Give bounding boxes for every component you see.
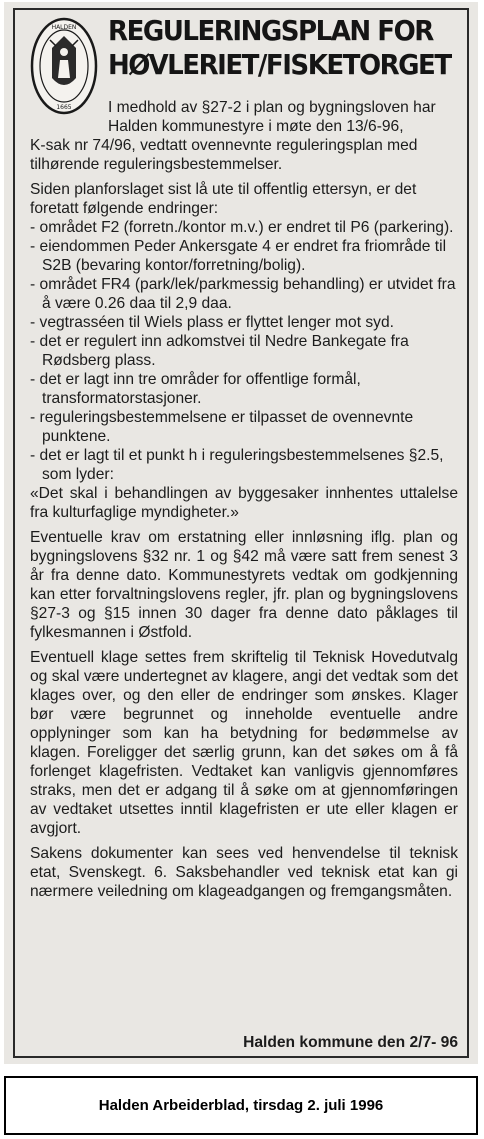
list-item: - reguleringsbestemmelsene er tilpasset de ovennevnte punktene.	[30, 409, 414, 445]
intro-line-2: Halden kommunestyre i møte den 13/6-96,	[108, 118, 404, 135]
source-caption: Halden Arbeiderblad, tirsdag 2. juli 1996	[4, 1076, 478, 1135]
newspaper-clipping	[4, 2, 478, 1064]
compensation-paragraph: Eventuelle krav om erstatning eller innløsning iflg. plan og bygningslovens §32 nr. 1 og §42 må være satt frem senest 3 år fra denne dato. Kommunestyrets vedtak om godkjenning kan etter forvaltningslovens regler, jfr. plan og bygningslovens §27-3 og §15 innen 30 dager fra denne dato påklages til fylkesmannen i Østfold.	[30, 529, 458, 641]
list-item: - det er lagt inn tre områder for offentlige formål, transformatorstasjoner.	[30, 371, 361, 407]
intro-line-1: I medhold av §27-2 i plan og bygningsloven har	[108, 99, 436, 116]
quote-paragraph: «Det skal i behandlingen av byggesaker innhentes uttalelse fra kulturfaglige myndigheter.»	[30, 485, 458, 521]
list-item: - vegtrasséen til Wiels plass er flyttet lenger mot syd.	[30, 314, 394, 331]
list-item: - det er lagt til et punkt h i reguleringsbestemmelsenes §2.5, som lyder:	[30, 447, 444, 483]
title-line-1: REGULERINGSPLAN FOR	[108, 14, 433, 47]
list-item: - området FR4 (park/lek/parkmessig behandling) er utvidet fra å være 0.26 daa til 2,9 daa.	[30, 276, 456, 312]
changes-intro: Siden planforslaget sist lå ute til offentlig ettersyn, er det foretatt følgende endringer:	[30, 181, 417, 217]
list-item: - eiendommen Peder Ankersgate 4 er endret fra friområde til S2B (bevaring kontor/forretning/bolig).	[30, 238, 447, 274]
title-line-2: HØVLERIET/FISKETORGET	[108, 48, 451, 81]
crest-top-text: HALDEN	[51, 24, 77, 31]
appeal-paragraph: Eventuell klage settes frem skriftelig til Teknisk Hovedutvalg og skal være undertegnet av klagere, angi det vedtak som det klages over, og den eller de endringer som ønskes. Klager bør være begrunnet og inneholde eventuelle andre opplyninger som kan ha betydning for bedømmelse av klagen. Foreligger det særlig grunn, kan det søkes om å få forlenget klagefristen. Vedtaket kan vanligvis gjennomføres straks, men det er adgang til å søke om at gjennomføringen av vedtaket utsettes inntil klagefristen er ute eller klagen er avgjort.	[30, 649, 458, 837]
documents-paragraph: Sakens dokumenter kan sees ved henvendelse til teknisk etat, Svenskegt. 6. Saksbehandler ved teknisk etat kan gi nærmere veiledning om klageadgangen og fremgangsmåten.	[30, 845, 458, 900]
crest-bottom-text: 1665	[56, 104, 72, 111]
changes-list	[30, 218, 458, 484]
notice-body	[30, 98, 458, 907]
signature: Halden kommune den 2/7- 96	[243, 1034, 458, 1051]
list-item: - det er regulert inn adkomstvei til Nedre Bankegate fra Rødsberg plass.	[30, 333, 409, 369]
list-item: - området F2 (forretn./kontor m.v.) er endret til P6 (parkering).	[30, 219, 454, 236]
notice-title	[108, 14, 451, 82]
intro-rest: K-sak nr 74/96, vedtatt ovennevnte reguleringsplan med tilhørende reguleringsbestemmelser.	[30, 137, 418, 173]
